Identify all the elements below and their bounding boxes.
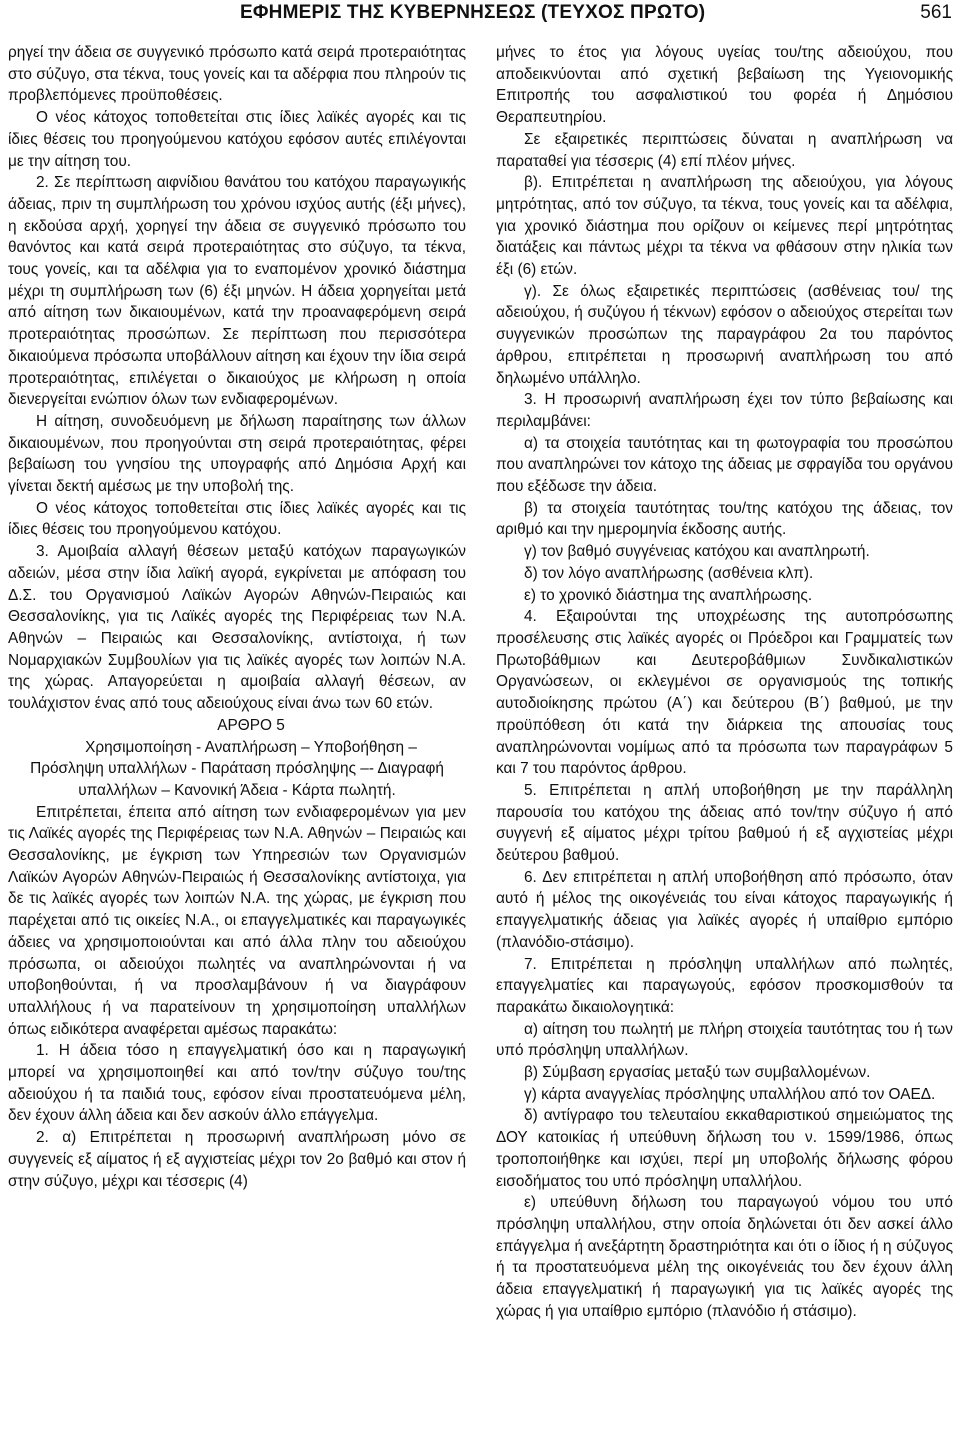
paragraph: γ). Σε όλως εξαιρετικές περιπτώσεις (ασθένειας του/ της αδειούχου, ή συζύγου ή τέκνων) εφόσον ο αδειούχος στερείται των συγγενικών προσώπων της παραγράφου 2α του παρόντος άρθρου, επιτρέπεται η προσωρινή αναπλήρωση του από δηλωμένο υπάλληλο. bbox=[496, 282, 953, 387]
paragraph: α) τα στοιχεία ταυτότητας και τη φωτογραφία του προσώπου που αναπληρώνει τον κάτοχο της άδειας με σφραγίδα του οργάνου που εξέδωσε την άδεια. bbox=[496, 434, 953, 496]
paragraph: ρηγεί την άδεια σε συγγενικό πρόσωπο κατά σειρά προτεραιότητας στο σύζυγο, στα τέκνα, τους γονείς και τα αδέρφια που πληρούν τις προβλεπόμενες προϋποθέσεις. bbox=[8, 44, 466, 105]
paragraph: β) Σύμβαση εργασίας μεταξύ των συμβαλλομένων. bbox=[524, 1064, 871, 1082]
article-heading: ΑΡΘΡΟ 5 bbox=[217, 716, 285, 734]
paragraph: Επιτρέπεται, έπειτα από αίτηση των ενδιαφερομένων για μεν τις Λαϊκές αγορές της Περιφέρειας των Ν.Α. Αθηνών – Πειραιώς και Θεσσαλονίκης, με έγκριση των Υπηρεσιών των Οργανισμών Λαϊκών Αγορών Αθηνών-Πειραιώς ή Θεσσαλονίκης αντίστοιχα, για δε τις λαϊκές αγορές των λοιπών Ν.Α. της χώρας, με έγκριση που παρέχεται από τις οικείες Ν.Α., οι επαγγελματικές και παραγωγικές άδειες να χρησιμοποιούνται και από άλλα πλην του αδειούχου πρόσωπα, οι αδειούχοι πωλητές να αναπληρώνονται ή να υποβοηθούνται, ή να προσλαμβάνουν ή να διαγράφουν υπαλλήλους ή να παρατείνουν τη χρησιμοποίηση υπαλλήλων όπως ειδικότερα αναφέρεται αμέσως παρακάτω: bbox=[8, 803, 466, 1038]
page-number: 561 bbox=[920, 2, 952, 23]
paragraph: 7. Επιτρέπεται η πρόσληψη υπαλλήλων από πωλητές, επαγγελματίες και παραγωγούς, εφόσον προσκομισθούν τα παρακάτω δικαιολογητικά: bbox=[496, 955, 953, 1016]
paragraph: β). Επιτρέπεται η αναπλήρωση της αδειούχου, για λόγους μητρότητας, από τον σύζυγο, τα τέκνα, τους γονείς και τα αδέλφια, για χρονικό διάστημα που ορίζουν οι κείμενες περί μητρότητας διατάξεις και πάντως μέχρι τα τέκνα να φθάσουν στην ηλικία των έξι (6) ετών. bbox=[496, 174, 953, 279]
paragraph: Ο νέος κάτοχος τοποθετείται στις ίδιες λαϊκές αγορές και τις ίδιες θέσεις του προηγούμενου κατόχου εφόσον αυτές επιλέγονται με την αίτηση του. bbox=[8, 109, 466, 170]
paragraph: Ο νέος κάτοχος τοποθετείται στις ίδιες λαϊκές αγορές και τις ίδιες θέσεις του προηγούμενου κατόχου. bbox=[8, 499, 466, 539]
paragraph: γ) κάρτα αναγγελίας πρόσληψης υπαλλήλου από τον ΟΑΕΔ. bbox=[524, 1085, 936, 1103]
paragraph: μήνες το έτος για λόγους υγείας του/της αδειούχου, που αποδεικνύονται από σχετική βεβαίωση της Υγειονομικής Επιτροπής του ασφαλιστικού του φορέα ή Δημόσιου Θεραπευτηρίου. bbox=[496, 44, 953, 127]
paragraph: β) τα στοιχεία ταυτότητας του/της κατόχου της άδειας, τον αριθμό και την ημερομηνία έκδοσης αυτής. bbox=[496, 499, 953, 539]
paragraph: 3. Αμοιβαία αλλαγή θέσεων μεταξύ κατόχων παραγωγικών αδειών, μέσα στην ίδια λαϊκή αγορά, εγκρίνεται με απόφαση του Δ.Σ. του Οργανισμού Λαϊκών Αγορών Αθηνών-Πειραιώς και Θεσσαλονίκης, για τις Λαϊκές αγορές της Περιφέρειας των Ν.Α. Αθηνών – Πειραιώς και Θεσσαλονίκης, αντίστοιχα, ή των Νομαρχιακών Συμβουλίων για τις λαϊκές αγορές των λοιπών Ν.Α. της χώρας. Απαγορεύεται η αμοιβαία αλλαγή θέσεων, αν τουλάχιστον ένας από τους αδειούχους είναι άνω των 60 ετών. bbox=[8, 543, 466, 713]
paragraph: 2. Σε περίπτωση αιφνίδιου θανάτου του κατόχου παραγωγικής άδειας, πριν τη συμπλήρωση του χρόνου ισχύος αυτής (έξι μήνες), η εκδούσα αρχή, χορηγεί την άδεια σε συγγενικό πρόσωπο του θανόντος και κατά σειρά προτεραιότητας στο σύζυγο, τα τέκνα, τους γονείς, και τα αδέλφια για το εναπομένον χρονικό διάστημα μέχρι τη συμπλήρωση των (6) έξι μηνών. Η άδεια χορηγείται μετά από αίτηση των δικαιουμένων, κατά την προαναφερόμενη σειρά προτεραιότητας προσώπων. Σε περίπτωση που περισσότερα δικαιούμενα πρόσωπα υποβάλλουν αίτηση και έχουν την ίδια σειρά προτεραιότητας, επιλέγεται ο δικαιούχος με κλήρωση η οποία διενεργείται ενώπιον όλων των ενδιαφερομένων. bbox=[8, 174, 466, 409]
paragraph: Η αίτηση, συνοδευόμενη με δήλωση παραίτησης των άλλων δικαιουμένων, που προηγούνται στη σειρά προτεραιότητας, φέρει βεβαίωση του γνησίου της υπογραφής από Δημόσια Αρχή και γίνεται δεκτή αμέσως με την υποβολή της. bbox=[8, 412, 466, 496]
paragraph: 4. Εξαιρούνται της υποχρέωσης της αυτοπρόσωπης προσέλευσης στις λαϊκές αγορές οι Πρόεδροι και Γραμματείς των Πρωτοβάθμιων και Δευτεροβάθμιων Συνδικαλιστικών Οργανώσεων, οι εκλεγμένοι σε οργανισμούς της τοπικής αυτοδιοίκησης πρώτου (Α΄) και δεύτερου (Β΄) βαθμού, με την προϋπόθεση ότι κατά την διάρκεια της απουσίας τους αναπληρώνονται νομίμως από τα πρόσωπα των παραγράφων 5 και 7 του παρόντος άρθρου. bbox=[496, 608, 953, 778]
paragraph: γ) τον βαθμό συγγένειας κατόχου και αναπληρωτή. bbox=[524, 543, 870, 561]
article-title: Χρησιμοποίηση - Αναπλήρωση – Υποβοήθηση –Πρόσληψη υπαλλήλων - Παράταση πρόσληψης –- Διαγραφή υπαλλήλων – Κανονική Άδεια - Κάρτα πωλητή. bbox=[30, 738, 444, 799]
paragraph: ε) υπεύθυνη δήλωση του παραγωγού νόμου του υπό πρόσληψη υπαλλήλου, στην οποία δηλώνεται ότι δεν ασκεί άλλο επάγγελμα ή ανεξάρτητη δραστηριότητα και ότι ο ίδιος ή η σύζυγος ή τα προστατευόμενα μέλη της οικογένειάς του δεν έχουν άλλη άδεια επαγγελματική ή παραγωγική για τις λαϊκές αγορές της χώρας ή για υπαίθριο εμπόριο (πλανόδιο ή στάσιμο). bbox=[496, 1194, 953, 1320]
paragraph: ε) το χρονικό διάστημα της αναπλήρωσης. bbox=[524, 586, 813, 604]
paragraph: α) αίτηση του πωλητή με πλήρη στοιχεία ταυτότητας του ή των υπό πρόσληψη υπαλλήλων. bbox=[496, 1020, 953, 1060]
paragraph: δ) αντίγραφο του τελευταίου εκκαθαριστικού σημειώματος της ΔΟΥ κατοικίας ή υπεύθυνη δήλωση του ν. 1599/1986, όπως τροποποιήθηκε και ισχύει, περί μη υποβολής δήλωσης φόρου εισοδήματος του υπό πρόσληψη υπαλλήλου. bbox=[496, 1107, 953, 1190]
paragraph: δ) τον λόγο αναπλήρωσης (ασθένεια κλπ). bbox=[524, 564, 814, 582]
paragraph: 5. Επιτρέπεται η απλή υποβοήθηση με την παράλληλη παρουσία του κατόχου της άδειας από τον/την σύζυγο ή από συγγενή εξ αίματος μέχρι τρίτου βαθμού ή εξ αγχιστείας μέχρι δεύτερου βαθμού. bbox=[496, 781, 953, 865]
page-header bbox=[0, 0, 960, 34]
paragraph: 2. α) Επιτρέπεται η προσωρινή αναπλήρωση μόνο σε συγγενείς εξ αίματος ή εξ αγχιστείας μέχρι τον 2ο βαθμό και στον ή στην σύζυγο, μέχρι και τέσσερις (4) bbox=[8, 1129, 466, 1190]
paragraph: 1. Η άδεια τόσο η επαγγελματική όσο και η παραγωγική μπορεί να χρησιμοποιηθεί και από τον/την σύζυγο του/της αδειούχου ή τα παιδιά τους, εφόσον είναι προστατευόμενα μέλη, δεν έχουν άλλη άδεια και δεν ασκούν άλλο επάγγελμα. bbox=[8, 1042, 466, 1125]
paragraph: 6. Δεν επιτρέπεται η απλή υποβοήθηση από πρόσωπο, όταν αυτό ή μέλος της οικογένειάς του είναι κάτοχος παραγωγικής ή επαγγελματικής άδειας για λαϊκές αγορές ή υπαίθριο εμπόριο (πλανόδιο-στάσιμο). bbox=[496, 868, 953, 951]
right-column bbox=[496, 42, 953, 1322]
gazette-title: ΕΦΗΜΕΡΙΣ ΤΗΣ ΚΥΒΕΡΝΗΣΕΩΣ (ΤΕΥΧΟΣ ΠΡΩΤΟ) bbox=[240, 2, 706, 23]
paragraph: 3. Η προσωρινή αναπλήρωση έχει τον τύπο βεβαίωσης και περιλαμβάνει: bbox=[496, 391, 953, 430]
left-column bbox=[8, 42, 466, 1192]
paragraph: Σε εξαιρετικές περιπτώσεις δύναται η αναπλήρωση να παραταθεί για τέσσερις (4) επί πλέον μήνες. bbox=[496, 130, 953, 170]
